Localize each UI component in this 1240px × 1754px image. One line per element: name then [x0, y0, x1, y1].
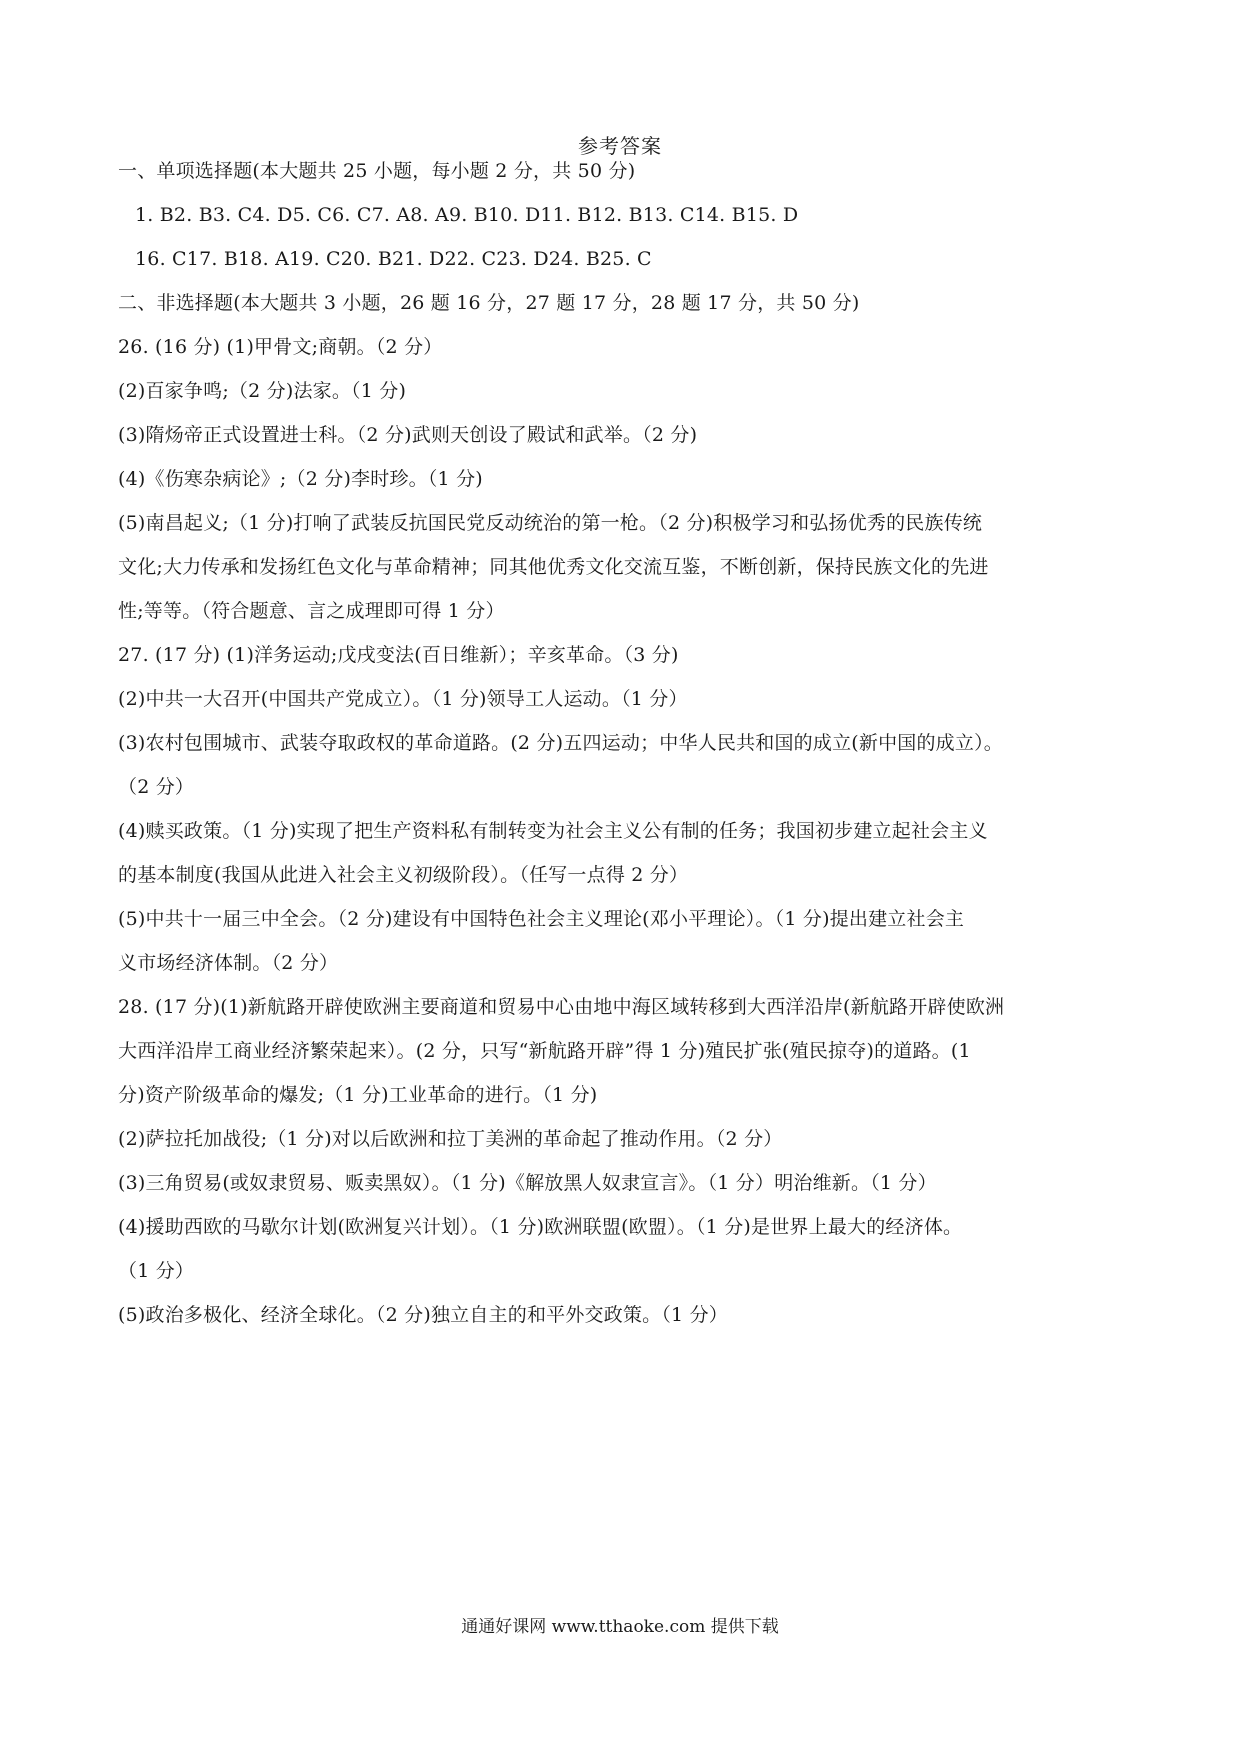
section-2-heading: 二、非选择题(本大题共 3 小题，26 题 16 分，27 题 17 分，28 题 17 分，共 50 分) — [118, 292, 860, 314]
q28-part-5: (5)政治多极化、经济全球化。（2 分)独立自主的和平外交政策。（1 分） — [118, 1304, 728, 1326]
choice-answers-row-2: 16. C17. B18. A19. C20. B21. D22. C23. D24. B25. C — [135, 248, 652, 270]
q26-part-4: (4)《伤寒杂病论》;（2 分)李时珍。（1 分) — [118, 468, 483, 490]
q28-part-1-line-1: 28. (17 分)(1)新航路开辟使欧洲主要商道和贸易中心由地中海区域转移到大西洋沿岸(新航路开辟使欧洲 — [118, 996, 1005, 1018]
section-1-heading: 一、单项选择题(本大题共 25 小题，每小题 2 分，共 50 分) — [118, 160, 636, 182]
q28-part-3: (3)三角贸易(或奴隶贸易、贩卖黑奴）。（1 分)《解放黑人奴隶宣言》。（1 分）明治维新。（1 分） — [118, 1172, 937, 1194]
q27-part-5-line-2: 义市场经济体制。（2 分） — [118, 952, 339, 974]
q28-part-4-line-1: (4)援助西欧的马歇尔计划(欧洲复兴计划）。（1 分)欧洲联盟(欧盟）。（1 分)是世界上最大的经济体。 — [118, 1216, 963, 1238]
q26-part-5-line-3: 性;等等。（符合题意、言之成理即可得 1 分） — [118, 600, 505, 622]
download-footer: 通通好课网 www.tthaoke.com 提供下载 — [461, 1617, 779, 1637]
q27-part-4-line-2: 的基本制度(我国从此进入社会主义初级阶段）。（任写一点得 2 分） — [118, 864, 689, 886]
q27-part-1: 27. (17 分) (1)洋务运动;戊戌变法(百日维新）；辛亥革命。（3 分) — [118, 644, 679, 666]
q26-part-5-line-2: 文化;大力传承和发扬红色文化与革命精神；同其他优秀文化交流互鉴，不断创新，保持民族文化的先进 — [118, 556, 989, 578]
q27-part-2: (2)中共一大召开(中国共产党成立）。（1 分)领导工人运动。（1 分） — [118, 688, 688, 710]
q26-part-1: 26. (16 分) (1)甲骨文;商朝。（2 分） — [118, 336, 443, 358]
q26-part-2: (2)百家争鸣;（2 分)法家。（1 分) — [118, 380, 407, 402]
page-title: 参考答案 — [578, 134, 662, 158]
q26-part-3: (3)隋炀帝正式设置进士科。（2 分)武则天创设了殿试和武举。（2 分) — [118, 424, 698, 446]
choice-answers-row-1: 1. B2. B3. C4. D5. C6. C7. A8. A9. B10. D11. B12. B13. C14. B15. D — [135, 204, 799, 226]
q27-part-3-line-2: （2 分） — [118, 776, 195, 798]
q28-part-4-line-2: （1 分） — [118, 1260, 195, 1282]
q28-part-2: (2)萨拉托加战役;（1 分)对以后欧洲和拉丁美洲的革命起了推动作用。（2 分） — [118, 1128, 783, 1150]
q27-part-4-line-1: (4)赎买政策。（1 分)实现了把生产资料私有制转变为社会主义公有制的任务；我国初步建立起社会主义 — [118, 820, 988, 842]
q27-part-3-line-1: (3)农村包围城市、武装夺取政权的革命道路。(2 分)五四运动；中华人民共和国的成立(新中国的成立）。 — [118, 732, 1003, 754]
q28-part-1-line-3: 分)资产阶级革命的爆发;（1 分)工业革命的进行。（1 分) — [118, 1084, 598, 1106]
q28-part-1-line-2: 大西洋沿岸工商业经济繁荣起来）。(2 分，只写“新航路开辟”得 1 分)殖民扩张(殖民掠夺)的道路。(1 — [118, 1040, 971, 1062]
q27-part-5-line-1: (5)中共十一届三中全会。（2 分)建设有中国特色社会主义理论(邓小平理论）。（1 分)提出建立社会主 — [118, 908, 965, 930]
q26-part-5-line-1: (5)南昌起义;（1 分)打响了武装反抗国民党反动统治的第一枪。（2 分)积极学习和弘扬优秀的民族传统 — [118, 512, 983, 534]
